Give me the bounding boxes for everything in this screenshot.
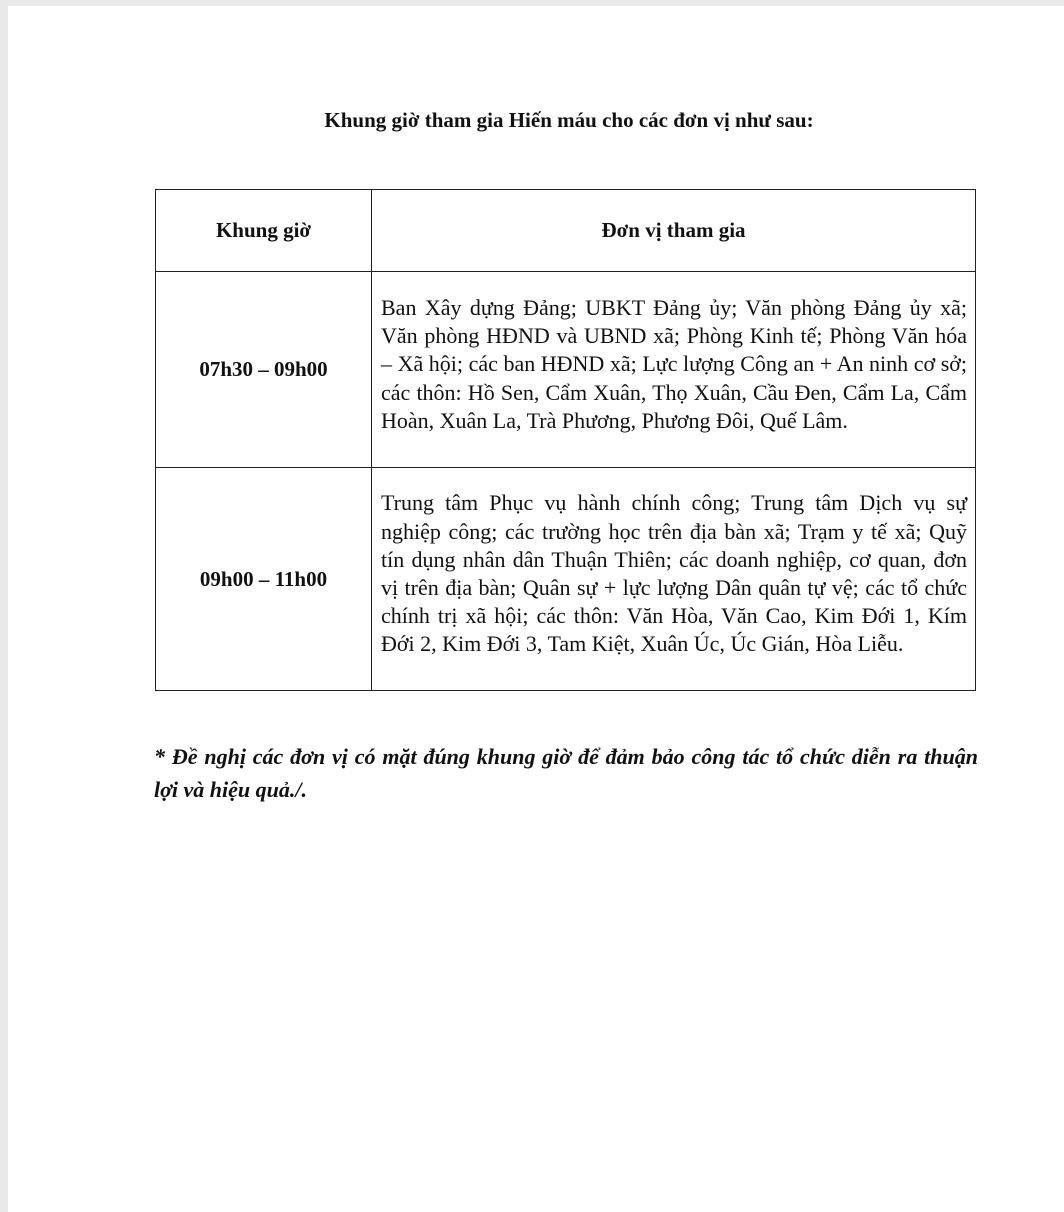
table-row (156, 468, 976, 691)
units-cell: Ban Xây dựng Đảng; UBKT Đảng ủy; Văn phòng Đảng ủy xã; Văn phòng HĐND và UBND xã; Phòng Kinh tế; Phòng Văn hóa – Xã hội; các ban HĐND xã; Lực lượng Công an + An ninh cơ sở; các thôn: Hồ Sen, Cẩm Xuân, Thọ Xuân, Cầu Đen, Cẩm La, Cẩm Hoàn, Xuân La, Trà Phương, Phương Đôi, Quế Lâm. (372, 272, 976, 468)
header-participating-units: Đơn vị tham gia (372, 190, 976, 272)
time-slot-cell: 07h30 – 09h00 (156, 272, 372, 468)
document-title: Khung giờ tham gia Hiến máu cho các đơn vị như sau: (324, 108, 814, 132)
units-cell: Trung tâm Phục vụ hành chính công; Trung tâm Dịch vụ sự nghiệp công; các trường học trên địa bàn xã; Trạm y tế xã; Quỹ tín dụng nhân dân Thuận Thiên; các doanh nghiệp, cơ quan, đơn vị trên địa bàn; Quân sự + lực lượng Dân quân tự vệ; các tổ chức chính trị xã hội; các thôn: Văn Hòa, Văn Cao, Kim Đới 1, Kím Đới 2, Kim Đới 3, Tam Kiệt, Xuân Úc, Úc Gián, Hòa Liễu. (372, 468, 976, 691)
time-slot-cell: 09h00 – 11h00 (156, 468, 372, 691)
schedule-table (155, 189, 976, 691)
footnote: * Đề nghị các đơn vị có mặt đúng khung giờ để đảm bảo công tác tổ chức diễn ra thuận lợi và hiệu quả./. (154, 744, 978, 802)
header-time-slot: Khung giờ (156, 190, 372, 272)
table-row (156, 272, 976, 468)
table-header-row (156, 190, 976, 272)
document-page (8, 6, 1064, 1212)
